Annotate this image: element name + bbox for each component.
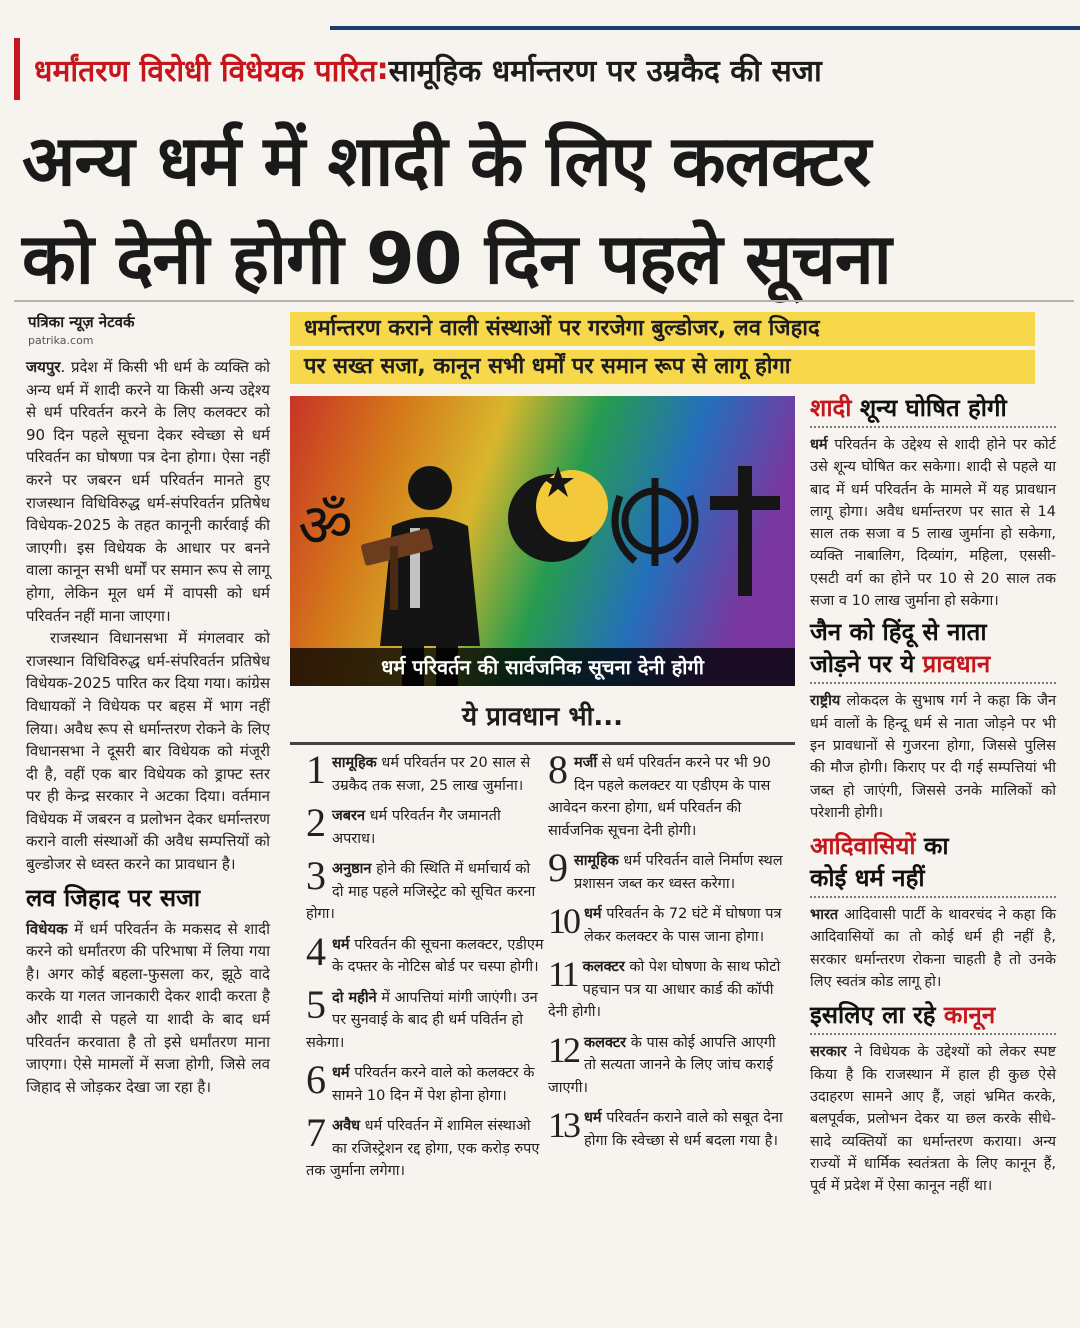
deck-line-2: पर सख्त सजा, कानून सभी धर्मों पर समान रूप से लागू होगा	[290, 350, 1035, 384]
provision-item	[306, 747, 546, 797]
subhead-jain-line-2-text: जोड़ने पर ये	[810, 650, 923, 679]
site-url: patrika.com	[28, 334, 94, 347]
subhead-love-jihad: लव जिहाद पर सजा	[26, 883, 201, 912]
right-para-4-text: ने विधेयक के उद्देश्यों को लेकर स्पष्ट किया है कि राजस्थान में हाल ही कुछ ऐसे उदाहरण सामने आए हैं, जहां भ्रमित करके, बलपूर्वक, प्रलोभन देकर या छल करके सीधे-सादे व्यक्तियों का धर्मान्तरण कराया। अन्य राज्यों में धार्मिक स्वतंत्रता के लिए कानून हैं, पूर्व में प्रदेश में ऐसा कानून नहीं था।	[810, 1044, 1056, 1195]
provision-text: को पेश घोषणा के साथ फोटो पहचान पत्र या आधार कार्ड की कॉपी देनी होगी।	[548, 959, 781, 1020]
dotted-divider	[810, 1033, 1056, 1035]
provisions-column-2	[548, 747, 788, 1160]
provision-text: परिवर्तन के 72 घंटे में घोषणा पत्र लेकर कलक्टर के पास जाना होगा।	[584, 906, 782, 945]
provision-text: के पास कोई आपत्ति आएगी तो सत्यता जानने के लिए जांच कराई जाएगी।	[548, 1034, 776, 1096]
subhead-marriage-void	[810, 392, 1056, 424]
provision-text: धर्म परिवर्तन वाले निर्माण स्थल प्रशासन जब्त कर ध्वस्त करेगा।	[574, 853, 783, 892]
provision-item	[306, 800, 546, 850]
provision-number: 6	[306, 1057, 326, 1102]
provision-number: 3	[306, 853, 326, 898]
left-para-3-lead: विधेयक	[26, 919, 68, 938]
provision-item	[548, 747, 788, 842]
provision-text: से धर्म परिवर्तन करने पर भी 90 दिन पहले कलक्टर या एडीएम के पास आवेदन करना होगा, धर्म परिवर्तन की सार्वजनिक सूचना देनी होगी।	[548, 755, 771, 839]
headline-line-1: अन्य धर्म में शादी के लिए कलक्टर	[22, 120, 871, 202]
provision-text: धर्म परिवर्तन पर 20 साल से उम्रकैद तक सजा, 25 लाख जुर्माना।	[332, 755, 531, 794]
provision-number: 10	[548, 901, 578, 941]
provision-item	[548, 956, 788, 1024]
provision-lead: धर्म	[332, 936, 350, 953]
kicker	[14, 38, 1074, 100]
provision-text: धर्म परिवर्तन गैर जमानती अपराध।	[332, 808, 501, 847]
right-column	[810, 392, 1056, 1197]
headline	[22, 112, 1072, 308]
om-icon: ॐ	[298, 491, 353, 561]
subhead-jain-line-1: जैन को हिंदू से नाता	[810, 618, 987, 647]
subhead-tribals-red: आदिवासियों	[810, 832, 916, 861]
right-para-3-lead: भारत	[810, 907, 839, 924]
header-rule	[330, 26, 1080, 30]
subhead-why-law-red: कानून	[943, 1001, 996, 1030]
provision-lead: धर्म	[332, 1065, 350, 1081]
provision-text: परिवर्तन की सूचना कलक्टर, एडीएम के दफ्तर के नोटिस बोर्ड पर चस्पा होगी।	[332, 936, 544, 975]
provision-lead: धर्म	[584, 1110, 602, 1126]
provision-item	[548, 845, 788, 895]
provision-item	[306, 1110, 546, 1183]
right-para-2	[810, 690, 1056, 824]
provision-lead: कलक्टर	[582, 959, 625, 975]
provision-lead: अनुष्ठान	[332, 861, 372, 877]
right-para-2-text: लोकदल के सुभाष गर्ग ने कहा कि जैन धर्म वालों के हिन्दू धर्म से नाता जोड़ने पर भी इन प्रावधानों से गुजरना होगा, जिससे पुलिस की मौज होगी। किराए पर दी गई सम्पत्तियां भी जब्त हो जाएंगी, जिससे उनके मालिकों को परेशानी होगी।	[810, 693, 1056, 821]
provision-number: 11	[548, 954, 577, 994]
illustration-caption: धर्म परिवर्तन की सार्वजनिक सूचना देनी होगी	[290, 648, 795, 686]
provision-text: होने की स्थिति में धर्माचार्य को दो माह पहले मजिस्ट्रेट को सूचित करना होगा।	[306, 861, 536, 922]
provisions-column-1	[306, 747, 546, 1191]
provision-text: परिवर्तन करने वाले को कलक्टर के सामने 10 दिन में पेश होना होगा।	[332, 1065, 535, 1104]
subhead-jain-line-2	[810, 648, 1056, 680]
subhead-tribals-rest: का	[915, 832, 949, 861]
provisions-rule	[290, 742, 795, 745]
provision-number: 9	[548, 845, 568, 890]
subhead-why-law	[810, 999, 1056, 1031]
illustration-graphic	[290, 396, 795, 686]
byline: पत्रिका न्यूज़ नेटवर्क	[28, 313, 135, 331]
subhead-why-law-text: इसलिए ला रहे	[810, 1001, 944, 1030]
subhead-marriage-void-rest: शून्य घोषित होगी	[851, 394, 1007, 422]
deck-line-1: धर्मान्तरण कराने वाली संस्थाओं पर गरजेगा बुल्डोजर, लव जिहाद	[290, 312, 1035, 346]
deck	[290, 312, 1035, 388]
provision-number: 12	[548, 1029, 578, 1070]
kicker-red: धर्मांतरण विरोधी विधेयक पारित	[34, 53, 377, 89]
provision-number: 8	[548, 747, 568, 792]
provision-text: परिवर्तन कराने वाले को सबूत देना होगा कि स्वेच्छा से धर्म बदला गया है।	[584, 1110, 783, 1149]
provision-number: 4	[306, 928, 326, 974]
right-para-1-lead: धर्म	[810, 437, 828, 453]
provision-number: 13	[548, 1105, 578, 1145]
headline-divider	[14, 300, 1074, 302]
provision-number: 5	[306, 981, 326, 1027]
subhead-tribals-line-2: कोई धर्म नहीं	[810, 864, 925, 893]
provision-number: 2	[306, 800, 326, 845]
left-para-2: राजस्थान विधानसभा में मंगलवार को राजस्थान विधिविरुद्ध धर्म-संपरिवर्तन प्रतिषेध विधेयक-2025 पारित कर दिया गया। कांग्रेस विधायकों ने विधेयक पर बहस में भाग नहीं लिया। अवैध रूप से धर्मान्तरण रोकने के लिए विधानसभा ने दूसरी बार विधेयक को मंजूरी दी है, वहीं एक बार विधेयक को ड्राफ्ट स्तर पर ही केन्द्र सरकार ने अटका दिया। वर्तमान विधेयक में जबरन व प्रलोभन देकर धर्मान्तरण कराने वाली संस्थाओं की अवैध सम्पत्तियों को बुल्डोजर से ध्वस्त करने का प्रावधान है।	[26, 629, 270, 874]
right-para-4	[810, 1041, 1056, 1197]
provision-item	[306, 1057, 546, 1107]
left-para-1	[26, 356, 270, 627]
right-para-1	[810, 434, 1056, 612]
left-column	[26, 356, 270, 1098]
provisions-title: ये प्रावधान भी...	[462, 702, 623, 732]
illustration	[290, 396, 795, 686]
provision-lead: सामूहिक	[574, 853, 619, 869]
left-para-3-text: में धर्म परिवर्तन के मकसद से शादी करने को धर्मांतरण की परिभाषा में लिया गया है। अगर कोई बहला-फुसला कर, झूठे वादे करके या गलत जानकारी देकर शादी करता है और शादी से पहले या शादी के बाद धर्म परिवर्तन करवाता है तो इसे धर्मांतरण माना जाएगा। ऐसे मामलों में सजा होगी, जिसे लव जिहाद से जोड़कर देखा जा रहा है।	[26, 919, 270, 1096]
provision-lead: जबरन	[332, 808, 366, 824]
provision-lead: दो महीने	[332, 989, 377, 1006]
kicker-dark: सामूहिक धर्मान्तरण पर उम्रकैद की सजा	[388, 53, 822, 89]
provision-lead: कलक्टर	[584, 1034, 627, 1051]
right-para-3	[810, 904, 1056, 993]
right-para-3-text: आदिवासी पार्टी के थावरचंद ने कहा कि आदिवासियों का तो कोई धर्म ही नहीं है, सरकार धर्मान्तरण रोकना चाहती है तो उनके लिए स्वतंत्र कोड लागू हो।	[810, 907, 1056, 991]
left-para-3	[26, 918, 270, 1099]
subhead-jain-line-2-red: प्रावधान	[922, 650, 991, 679]
provision-number: 1	[306, 747, 326, 792]
right-para-4-lead: सरकार	[810, 1044, 847, 1061]
dateline: जयपुर	[26, 358, 61, 376]
kicker-separator: :	[376, 51, 389, 87]
provision-item	[306, 981, 546, 1055]
provision-item	[306, 853, 546, 926]
provision-text: में आपत्तियां मांगी जाएंगी। उन पर सुनवाई के बाद ही धर्म पविर्तन हो सकेगा।	[306, 989, 538, 1051]
subhead-tribals	[810, 830, 1056, 894]
provision-item	[548, 1029, 788, 1100]
left-para-1-text: . प्रदेश में किसी भी धर्म के व्यक्ति को अन्य धर्म में शादी करने या किसी अन्य उद्देश्य से धर्म परिवर्तन करने के लिए कलक्टर को 90 दिन पहले सूचना देकर स्वेच्छा से धर्म परिवर्तन का घोषणा पत्र देना होगा। ऐसा नहीं करने पर जबरन धर्म परिवर्तन मानते हुए राजस्थान विधिविरुद्ध धर्म-संपरिवर्तन प्रतिषेध विधेयक-2025 के तहत कानूनी कार्रवाई की जाएगी। इस विधेयक के आधार पर बनने वाला कानून सभी धर्मों पर समान रूप से लागू होगा, लेकिन मूल धर्म में वापसी को धर्म परिवर्तन नहीं माना जाएगा।	[26, 358, 270, 625]
provision-lead: सामूहिक	[332, 755, 377, 771]
subhead-marriage-void-red: शादी	[810, 394, 852, 422]
right-para-1-text: परिवर्तन के उद्देश्य से शादी होने पर कोर्ट उसे शून्य घोषित कर सकेगा। शादी से पहले या बाद में धर्म परिवर्तन के मामले में यह प्रावधान लागू होगा। अवैध धर्मान्तरण पर सात से 14 साल तक सजा व 5 लाख जुर्माना हो सकेगा, व्यक्ति नाबालिग, दिव्यांग, महिला, एससी-एसटी वर्ग का होने पर 10 से 20 साल तक सजा व 10 लाख जुर्माना हो सकेगा।	[810, 437, 1056, 610]
provision-item	[306, 928, 546, 979]
provision-item	[548, 903, 788, 948]
provision-lead: मर्जी	[574, 755, 598, 771]
dotted-divider	[810, 896, 1056, 898]
provision-lead: धर्म	[584, 906, 602, 922]
provision-item	[548, 1107, 788, 1152]
subhead-jain	[810, 616, 1056, 680]
headline-line-2: को देनी होगी 90 दिन पहले सूचना	[22, 218, 891, 300]
provision-number: 7	[306, 1110, 326, 1155]
dotted-divider	[810, 682, 1056, 684]
dotted-divider	[810, 426, 1056, 428]
provision-lead: अवैध	[332, 1118, 361, 1134]
provision-text: धर्म परिवर्तन में शामिल संस्थाओ का रजिस्ट्रेशन रद्द होगा, एक करोड़ रुपए तक जुर्माना लगेगा।	[306, 1118, 540, 1179]
subhead-tribals-line-1	[810, 830, 1056, 862]
right-para-2-lead: राष्ट्रीय	[810, 693, 841, 710]
